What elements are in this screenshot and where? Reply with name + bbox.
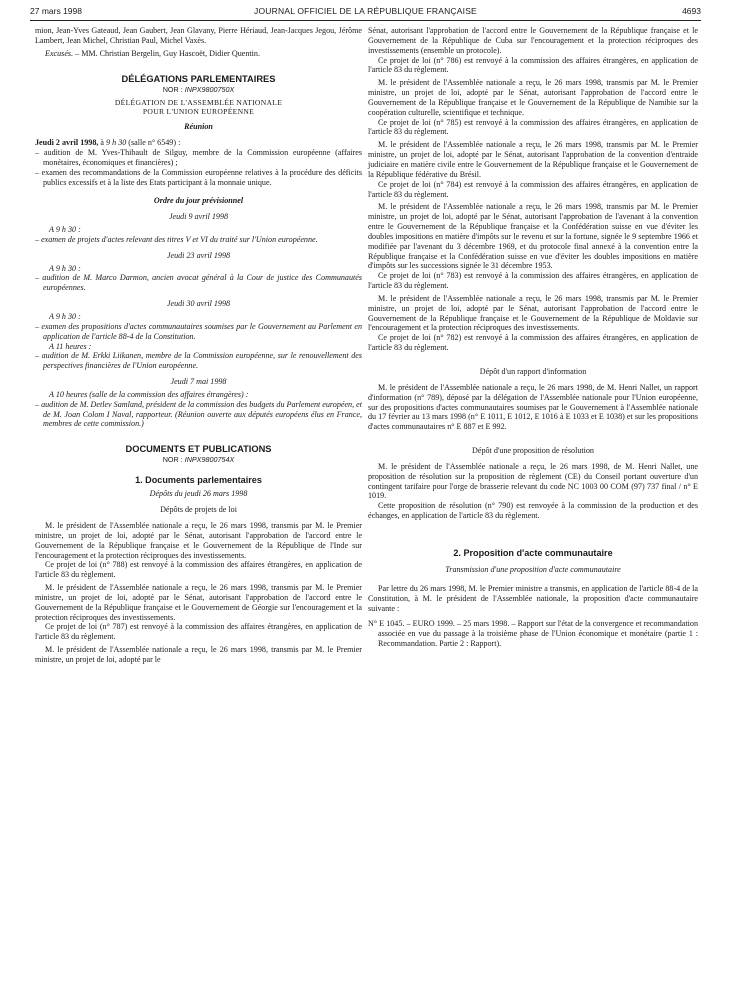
nor-code: INPX9800750X [184,84,235,94]
meeting-time: 9 h 30 [106,138,127,148]
agenda-item: – audition de M. Marco Darmon, ancien avocat général à la Cour de justice des Communautés européennes. [35,273,362,293]
excused-names: – MM. Christian Bergelin, Guy Hascoët, Didier Quentin. [73,48,260,58]
header-journal-title: JOURNAL OFFICIEL DE LA RÉPUBLIQUE FRANÇAISE [254,6,477,16]
bill-paragraph: M. le président de l'Assemblée nationale a reçu, le 26 mars 1998, transmis par M. le Premier ministre, un projet de loi, adopté par le Sénat, autorisant l'approbation de l'avenant à la convention entre le Gouvernement de la République française et la Confédération suisse en vue d'éviter les doubles impositions en matière d'impôts sur le revenu et sur la fortune, signée le 9 septembre 1966 et modifiée par l'avenant du 3 décembre 1969, et du protocole final annexé à la convention entre la République française et la Confédération suisse en vue d'éviter les doubles impositions en matière d'impôts sur les successions signée le 31 décembre 1953. [368,202,698,271]
agenda-time: A 11 heures : [49,341,92,351]
meeting-date: Jeudi 2 avril 1998, [35,138,99,148]
agenda-date: Jeudi 23 avril 1998 [166,250,231,260]
nor-label: NOR : [162,84,185,94]
excused-paragraph [35,49,362,59]
header-page-number: 4693 [682,6,701,16]
excused-label: Excusés. [45,48,74,58]
agenda-item: – examen des propositions d'actes communautaires soumises par le Gouvernement au Parlement en application de l'article 88-4 de la Constitution. [35,321,362,341]
bill-referral: Ce projet de loi (n° 782) est renvoyé à la commission des affaires étrangères, en application de l'article 83 du règlement. [368,333,698,353]
bill-referral: Ce projet de loi (n° 787) est renvoyé à la commission des affaires étrangères, en application de l'article 83 du règlement. [35,622,362,642]
bill-paragraph: M. le président de l'Assemblée nationale a reçu, le 26 mars 1998, transmis par M. le Premier ministre, un projet de loi, adopté par le [35,645,362,664]
nor-code: INPX9800754X [184,455,235,465]
bill-paragraph: M. le président de l'Assemblée nationale a reçu, le 26 mars 1998, transmis par M. le Premier ministre, un projet de loi, adopté par le Sénat, autorisant l'approbation de l'accord entre le Gouvernement de la République française et le Gouvernement de la République de l'Inde sur l'encouragement et la protection réciproques des investissements. [35,520,362,560]
agenda-time: A 9 h 30 : [49,263,81,273]
agenda-time: A 10 heures (salle de la commission des affaires étrangères) : [49,389,249,399]
agenda-date: Jeudi 9 avril 1998 [168,212,229,222]
delegation-name-line2: POUR L'UNION EUROPÉENNE [142,106,255,116]
bill-referral: Ce projet de loi (n° 783) est renvoyé à la commission des affaires étrangères, en application de l'article 83 du règlement. [368,271,698,291]
information-report-paragraph: M. le président de l'Assemblée nationale a reçu, le 26 mars 1998, de M. Henri Nallet, un rapport d'information (n° 789), déposé par la délégation de l'Assemblée nationale pour l'Union européenne, sur des propositions d'actes communautaires soumises par le Gouvernement à l'Assemblée nationale du 17 février au 13 mars 1998 (n° E 1011, E 1012, E 1016 à E 1033 et E 1038) et sur les propositions d'actes communautaires n° E 887 et E 992. [368,382,698,432]
transmission-heading: Transmission d'une proposition d'acte communautaire [445,564,621,574]
agenda-time: A 9 h 30 : [49,225,81,235]
header-rule [30,20,701,21]
bill-paragraph: M. le président de l'Assemblée nationale a reçu, le 26 mars 1998, transmis par M. le Premier ministre, un projet de loi, adopté par le Sénat, autorisant l'approbation de l'accord entre le Gouvernement de la République française et le Gouvernement de la République de Moldavie sur l'encouragement et la protection réciproques des investissements. [368,293,698,333]
deposits-date: Dépôts du jeudi 26 mars 1998 [149,489,248,499]
bill-paragraph: M. le président de l'Assemblée nationale a reçu, le 26 mars 1998, transmis par M. le Premier ministre, un projet de loi, adopté par le Sénat, autorisant l'approbation de l'accord entre le Gouvernement de la République française et le Gouvernement de la République de Namibie sur la coopération culturelle, scientifique et technique. [368,78,698,117]
bill-referral: Ce projet de loi (n° 784) est renvoyé à la commission des affaires étrangères, en application de l'article 83 du règlement. [368,179,698,199]
meeting-at: à [98,138,107,148]
bill-paragraph: M. le président de l'Assemblée nationale a reçu, le 26 mars 1998, transmis par M. le Premier ministre, un projet de loi, adopté par le Sénat, autorisant l'approbation de l'accord entre le Gouvernement de la République française et le Gouvernement de Géorgie sur l'encouragement et la protection réciproques des investissements. [35,583,362,622]
resolution-heading: Dépôt d'une proposition de résolution [472,446,594,456]
agenda-item: – audition de M. Erkki Liikanen, membre de la Commission européenne, sur le renouvellement des perspectives financières de l'Union européenne. [35,351,362,371]
nor-label: NOR : [162,455,185,465]
provisional-agenda-heading: Ordre du jour prévisionnel [153,196,244,206]
bill-referral: Ce projet de loi (n° 785) est renvoyé à la commission des affaires étrangères, en application de l'article 83 du règlement. [368,117,698,137]
agenda-item: – audition de M. Yves-Thibault de Silguy, membre de la Commission européenne (affaires monétaires, économiques et financières) ; [35,148,362,167]
bill-deposits-heading: Dépôts de projets de loi [160,505,237,515]
agenda-time: A 9 h 30 : [49,312,81,321]
delegations-nor [35,85,362,95]
bill-paragraph: M. le président de l'Assemblée nationale a reçu, le 26 mars 1998, transmis par M. le Premier ministre, un projet de loi, adopté par le Sénat, autorisant l'approbation de la convention d'entraide judiciaire en matière civile entre le Gouvernement de la République française et le Gouvernement de la République fédérative du Brésil. [368,140,698,179]
header-date: 27 mars 1998 [30,6,82,16]
bill-referral: Ce projet de loi (n° 786) est renvoyé à la commission des affaires étrangères, en application de l'article 83 du règlement. [368,55,698,75]
delegation-name-line1: DÉLÉGATION DE L'ASSEMBLÉE NATIONALE [114,97,283,107]
agenda-item: – examen de projets d'actes relevant des titres V et VI du traité sur l'Union européenne. [35,234,318,244]
running-header [30,6,701,20]
community-act-item: N° E 1045. – EURO 1999. – 25 mars 1998. – Rapport sur l'état de la convergence et recommandation associée en vue du passage à la troisième phase de l'Union économique et monétaire (partie 1 : Recommandation. Partie 2 : Rapport). [368,619,698,649]
agenda-date: Jeudi 30 avril 1998 [166,299,231,309]
attendee-names: mion, Jean-Yves Gateaud, Jean Gaubert, Jean Glavany, Pierre Hériaud, Jean-Jacques Jegou, Jérôme Lambert, Jean Michel, Christian Paul, Michel Vaxès. [35,26,362,45]
parliamentary-documents-title: 1. Documents parlementaires [135,475,262,486]
meeting-date-line [35,138,362,148]
agenda-date: Jeudi 7 mai 1998 [170,377,227,387]
bill-referral: Ce projet de loi (n° 788) est renvoyé à la commission des affaires étrangères, en application de l'article 83 du règlement. [35,560,362,580]
transmission-letter: Par lettre du 26 mars 1998, M. le Premier ministre a transmis, en application de l'article 88-4 de la Constitution, à M. le président de l'Assemblée nationale, la proposition d'acte communautaire suivante : [368,583,698,613]
delegations-title: DÉLÉGATIONS PARLEMENTAIRES [121,73,276,84]
bill-paragraph: Sénat, autorisant l'approbation de l'accord entre le Gouvernement de la République française et le Gouvernement de la République de Cuba sur l'encouragement et la protection réciproques des investissements (ensemble un protocole). [368,26,698,55]
resolution-paragraph: M. le président de l'Assemblée nationale a reçu, le 26 mars 1998, de M. Henri Nallet, une proposition de résolution sur la proposition de règlement (CE) du Conseil portant ouverture d'un contingent tarifaire pour l'orge de brasserie relevant du code NC 1003 00 COM (97) 737 final / n° E 1019. [368,461,698,501]
meeting-room: (salle n° 6549) : [126,138,181,148]
resolution-referral: Cette proposition de résolution (n° 790) est renvoyée à la commission de la production et des échanges, en application de l'article 83 du règlement. [368,501,698,521]
documents-nor [35,455,362,465]
community-act-title: 2. Proposition d'acte communautaire [453,547,613,558]
information-report-heading: Dépôt d'un rapport d'information [479,367,587,376]
left-column [35,26,362,665]
documents-title: DOCUMENTS ET PUBLICATIONS [125,444,272,455]
right-column [368,26,698,649]
agenda-item: – examen des recommandations de la Commission européenne relatives à la procédure des déficits publics excessifs et à la liste des Etats participant à la monnaie unique. [35,167,362,187]
reunion-heading: Réunion [184,122,213,132]
agenda-item: – audition de M. Detlev Samland, président de la commission des budgets du Parlement européen, et de M. Joan Colom I Naval, rapporteur. (Réunion ouverte aux députés européens élus en France, membres de cette commission.) [35,399,362,429]
